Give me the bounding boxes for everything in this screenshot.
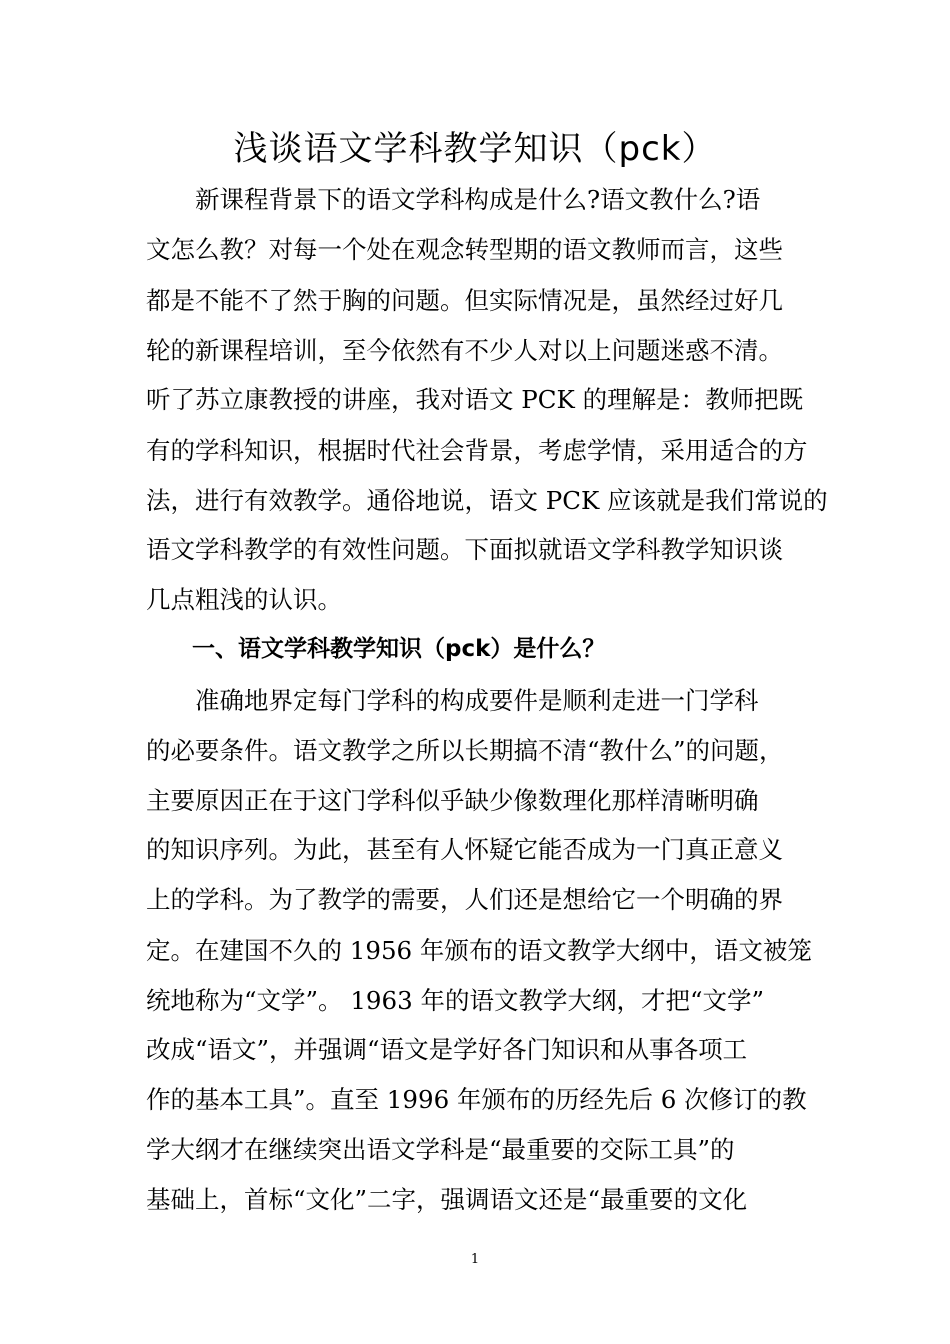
paragraph-line: 法，进行有效教学。通俗地说，语文 PCK 应该就是我们常说的 [146,486,828,515]
paragraph-line: 定。在建国不久的 1956 年颁布的语文教学大纲中，语文被笼 [146,936,812,965]
paragraph-line: 作的基本工具”。直至 1996 年颁布的历经先后 6 次修订的教 [146,1085,807,1114]
paragraph-line: 听了苏立康教授的讲座，我对语文 PCK 的理解是：教师把既 [146,385,804,414]
paragraph-line: 基础上，首标“文化”二字，强调语文还是“最重要的文化 [146,1185,748,1214]
paragraph-line: 文怎么教？对每一个处在观念转型期的语文教师而言，这些 [146,235,783,264]
paragraph-line: 上的学科。为了教学的需要，人们还是想给它一个明确的界 [146,885,783,914]
paragraph-line: 语文学科教学的有效性问题。下面拟就语文学科教学知识谈 [146,535,783,564]
paragraph-line: 新课程背景下的语文学科构成是什么?语文教什么?语 [146,185,761,214]
paragraph-line: 的必要条件。语文教学之所以长期搞不清“教什么”的问题， [146,736,784,765]
paragraph-line: 统地称为“文学”。 1963 年的语文教学大纲，才把“文学” [146,986,765,1015]
section-heading: 一、语文学科教学知识（pck）是什么？ [146,636,606,662]
paragraph-line: 有的学科知识，根据时代社会背景，考虑学情，采用适合的方 [146,436,808,465]
paragraph-line: 轮的新课程培训，至今依然有不少人对以上问题迷惑不清。 [146,336,783,365]
paragraph-line: 的知识序列。为此，甚至有人怀疑它能否成为一门真正意义 [146,835,783,864]
page-number: 1 [470,1252,480,1267]
paragraph-line: 准确地界定每门学科的构成要件是顺利走进一门学科 [146,686,759,715]
paragraph-line: 改成“语文”，并强调“语文是学好各门知识和从事各项工 [146,1035,748,1064]
paragraph-line: 学大纲才在继续突出语文学科是“最重要的交际工具”的 [146,1135,735,1164]
paragraph-line: 主要原因正在于这门学科似乎缺少像数理化那样清晰明确 [146,786,759,815]
paragraph-line: 都是不能不了然于胸的问题。但实际情况是，虽然经过好几 [146,286,783,315]
page-title: 浅谈语文学科教学知识（pck） [233,129,717,169]
paragraph-line: 几点粗浅的认识。 [146,585,342,614]
